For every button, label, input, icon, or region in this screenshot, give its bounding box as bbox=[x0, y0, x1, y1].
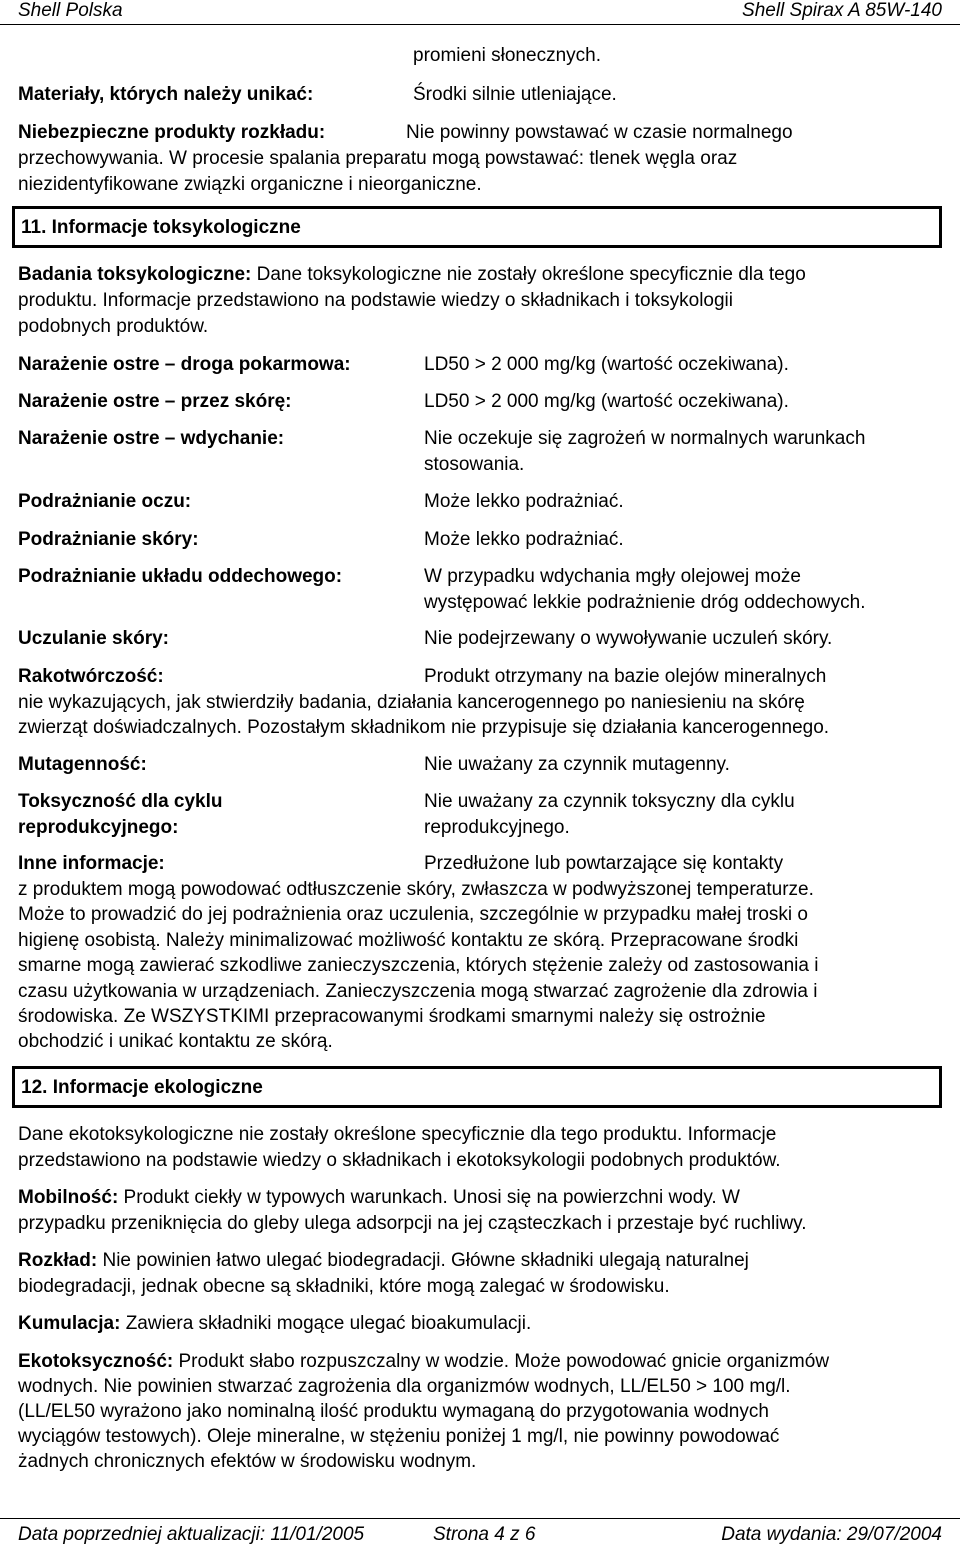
repro-value-1: Nie uważany za czynnik toksyczny dla cyklu bbox=[424, 791, 795, 812]
studies-label: Badania toksykologiczne: bbox=[18, 264, 252, 285]
other-info-line: smarne mogą zawierać szkodliwe zanieczyszczenia, których stężenie zależy od zastosowania i bbox=[18, 955, 819, 976]
hazard-value: Nie powinny powstawać w czasie normalnego bbox=[406, 122, 793, 143]
other-info-value: Przedłużone lub powtarzające się kontakty bbox=[424, 853, 784, 874]
studies-line-1 bbox=[18, 262, 806, 288]
repro-value-2: reprodukcyjnego. bbox=[424, 817, 570, 838]
other-info-line: z produktem mogą powodować odtłuszczenie skóry, zwłaszcza w podwyższonej temperaturze. bbox=[18, 879, 814, 900]
dermal-exposure-value: LD50 > 2 000 mg/kg (wartość oczekiwana). bbox=[424, 391, 789, 412]
eco-intro-line: Dane ekotoksykologiczne nie zostały określone specyficznie dla tego produktu. Informacje bbox=[18, 1124, 777, 1145]
studies-line-2: produktu. Informacje przedstawiono na podstawie wiedzy o składnikach i toksykologii bbox=[18, 290, 733, 311]
mutagenicity-label: Mutagenność: bbox=[18, 754, 147, 775]
other-info-line: środowiska. Ze WSZYSTKIMI przepracowanymi środkami smarnymi należy się ostrożnie bbox=[18, 1006, 766, 1027]
carcinogenicity-value: Produkt otrzymany na bazie olejów mineralnych bbox=[424, 666, 827, 687]
ecotoxicity-line: wyciągów testowych). Oleje mineralne, w stężeniu poniżej 1 mg/l, nie powinny powodować bbox=[18, 1426, 780, 1447]
accumulation-line bbox=[18, 1311, 531, 1337]
inhalation-exposure-value-2: stosowania. bbox=[424, 454, 525, 475]
studies-text: Dane toksykologiczne nie zostały określone specyficznie dla tego bbox=[256, 264, 806, 285]
mobility-label: Mobilność: bbox=[18, 1187, 119, 1208]
eye-irritation-label: Podrażnianie oczu: bbox=[18, 491, 192, 512]
footer-rule bbox=[0, 1518, 960, 1519]
eye-irritation-value: Może lekko podrażniać. bbox=[424, 491, 624, 512]
inhalation-exposure-value: Nie oczekuje się zagrożeń w normalnych warunkach bbox=[424, 428, 866, 449]
ecotoxicity-line-1 bbox=[18, 1349, 829, 1375]
hazard-line-3: niezidentyfikowane związki organiczne i nieorganiczne. bbox=[18, 174, 482, 195]
ecotoxicity-text: Produkt słabo rozpuszczalny w wodzie. Może powodować gnicie organizmów bbox=[173, 1351, 830, 1372]
eco-intro-line: przedstawiono na podstawie wiedzy o składnikach i ekotoksykologii podobnych produktów. bbox=[18, 1150, 781, 1171]
carcinogenicity-line-3: zwierząt doświadczalnych. Pozostałym składnikom nie przypisuje się działania kancerogennego. bbox=[18, 717, 830, 738]
header-company: Shell Polska bbox=[18, 0, 123, 21]
section-12-header bbox=[12, 1066, 942, 1108]
mutagenicity-value: Nie uważany za czynnik mutagenny. bbox=[424, 754, 730, 775]
sunlight-continuation: promieni słonecznych. bbox=[413, 45, 601, 66]
ecotoxicity-label: Ekotoksyczność: bbox=[18, 1351, 174, 1372]
accumulation-text: Zawiera składniki mogące ulegać bioakumulacji. bbox=[120, 1313, 532, 1334]
oral-exposure-value: LD50 > 2 000 mg/kg (wartość oczekiwana). bbox=[424, 354, 789, 375]
ecotoxicity-line: żadnych chronicznych efektów w środowisku wodnym. bbox=[18, 1451, 477, 1472]
skin-irritation-label: Podrażnianie skóry: bbox=[18, 529, 199, 550]
inhalation-exposure-label: Narażenie ostre – wdychanie: bbox=[18, 428, 285, 449]
studies-line-3: podobnych produktów. bbox=[18, 316, 209, 337]
section-11-title: 11. Informacje toksykologiczne bbox=[21, 217, 301, 238]
header-rule bbox=[0, 24, 960, 25]
other-info-line: Może to prowadzić do jej podrażnienia oraz uczulenia, szczególnie w przypadku małej troski o bbox=[18, 904, 808, 925]
carcinogenicity-label: Rakotwórczość: bbox=[18, 666, 164, 687]
mobility-text: Produkt ciekły w typowych warunkach. Unosi się na powierzchni wody. W bbox=[118, 1187, 740, 1208]
dermal-exposure-label: Narażenie ostre – przez skórę: bbox=[18, 391, 292, 412]
degradation-text: Nie powinien łatwo ulegać biodegradacji. Główne składniki ulegają naturalnej bbox=[97, 1250, 749, 1271]
respiratory-irritation-value-2: występować lekkie podrażnienie dróg oddechowych. bbox=[424, 592, 866, 613]
degradation-label: Rozkład: bbox=[18, 1250, 98, 1271]
oral-exposure-label: Narażenie ostre – droga pokarmowa: bbox=[18, 354, 351, 375]
other-info-label: Inne informacje: bbox=[18, 853, 165, 874]
repro-label-1: Toksyczność dla cyklu bbox=[18, 791, 223, 812]
respiratory-irritation-label: Podrażnianie układu oddechowego: bbox=[18, 566, 343, 587]
section-11-header bbox=[12, 206, 942, 248]
footer-page-number: Strona 4 z 6 bbox=[433, 1524, 536, 1545]
repro-label-2: reprodukcyjnego: bbox=[18, 817, 179, 838]
footer-prev-update: Data poprzedniej aktualizacji: 11/01/2005 bbox=[18, 1524, 365, 1545]
footer-issue-date: Data wydania: 29/07/2004 bbox=[721, 1524, 942, 1545]
header-product: Shell Spirax A 85W-140 bbox=[742, 0, 942, 21]
degradation-line-1 bbox=[18, 1248, 749, 1274]
respiratory-irritation-value: W przypadku wdychania mgły olejowej może bbox=[424, 566, 801, 587]
hazard-line-2: przechowywania. W procesie spalania preparatu mogą powstawać: tlenek węgla oraz bbox=[18, 148, 738, 169]
accumulation-label: Kumulacja: bbox=[18, 1313, 121, 1334]
skin-sensitization-value: Nie podejrzewany o wywoływanie uczuleń skóry. bbox=[424, 628, 833, 649]
mobility-line-1 bbox=[18, 1185, 740, 1211]
ecotoxicity-line: wodnych. Nie powinien stwarzać zagrożenia dla organizmów wodnych, LL/EL50 > 100 mg/l. bbox=[18, 1376, 791, 1397]
skin-irritation-value: Może lekko podrażniać. bbox=[424, 529, 624, 550]
other-info-line: obchodzić i unikać kontaktu ze skórą. bbox=[18, 1031, 333, 1052]
other-info-line: higienę osobistą. Należy minimalizować możliwość kontaktu ze skórą. Przepracowane środki bbox=[18, 930, 799, 951]
carcinogenicity-line-2: nie wykazujących, jak stwierdziły badania, działania kancerogennego po naniesieniu na skórę bbox=[18, 692, 805, 713]
other-info-line: czasu użytkowania w urządzeniach. Zanieczyszczenia mogą stwarzać zagrożenie dla zdrowia i bbox=[18, 981, 818, 1002]
section-12-title: 12. Informacje ekologiczne bbox=[21, 1077, 263, 1098]
mobility-line-2: przypadku przeniknięcia do gleby ulega adsorpcji na jej cząsteczkach i przestaje być ruchliwy. bbox=[18, 1213, 807, 1234]
ecotoxicity-line: (LL/EL50 wyrażono jako nominalną ilość produktu wymaganą do przygotowania wodnych bbox=[18, 1401, 769, 1422]
skin-sensitization-label: Uczulanie skóry: bbox=[18, 628, 169, 649]
materials-value: Środki silnie utleniające. bbox=[413, 84, 617, 105]
materials-label: Materiały, których należy unikać: bbox=[18, 84, 314, 105]
hazard-label: Niebezpieczne produkty rozkładu: bbox=[18, 122, 326, 143]
degradation-line-2: biodegradacji, jednak obecne są składniki, które mogą zalegać w środowisku. bbox=[18, 1276, 670, 1297]
